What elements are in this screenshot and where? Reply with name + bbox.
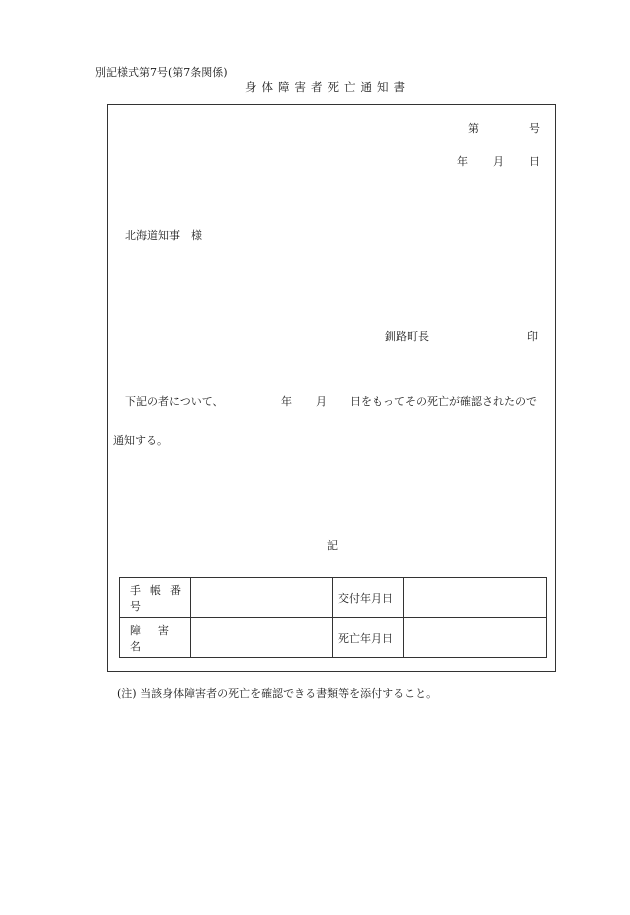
table-row [120,618,547,658]
table-label-cell [120,618,191,658]
body-month-label: 月 [316,395,327,408]
table-label-cell [333,618,404,658]
form-number-label: 別記様式第7号(第7条関係) [95,66,228,79]
issue-date-label: 交付年月日 [338,591,393,605]
body-text-part3: 通知する。 [113,434,168,447]
death-date-value[interactable] [404,618,547,658]
ki-heading: 記 [327,539,338,552]
addressee: 北海道知事 様 [125,229,202,242]
number-prefix: 第 [468,122,479,135]
table-label-cell [120,578,191,618]
sender-name: 釧路町長 [385,330,429,343]
disability-name-label: 障害名 [130,623,186,653]
body-year-label: 年 [281,395,292,408]
issue-date-value[interactable] [404,578,547,618]
date-month-label: 月 [493,155,504,168]
body-text-part2: 日をもってその死亡が確認されたので [350,395,537,408]
date-year-label: 年 [457,155,468,168]
number-suffix: 号 [529,122,540,135]
table-label-cell [333,578,404,618]
death-date-label: 死亡年月日 [338,631,393,645]
body-text-part1: 下記の者について、 [125,395,224,408]
document-title: 身体障害者死亡通知書 [245,80,410,94]
handbook-number-label: 手帳番号 [130,583,190,613]
table-row [120,578,547,618]
details-table [119,577,547,658]
seal-mark: 印 [527,330,538,343]
footnote: (注) 当該身体障害者の死亡を確認できる書類等を添付すること。 [117,687,438,700]
disability-name-value[interactable] [191,618,333,658]
handbook-number-value[interactable] [191,578,333,618]
date-day-label: 日 [529,155,540,168]
